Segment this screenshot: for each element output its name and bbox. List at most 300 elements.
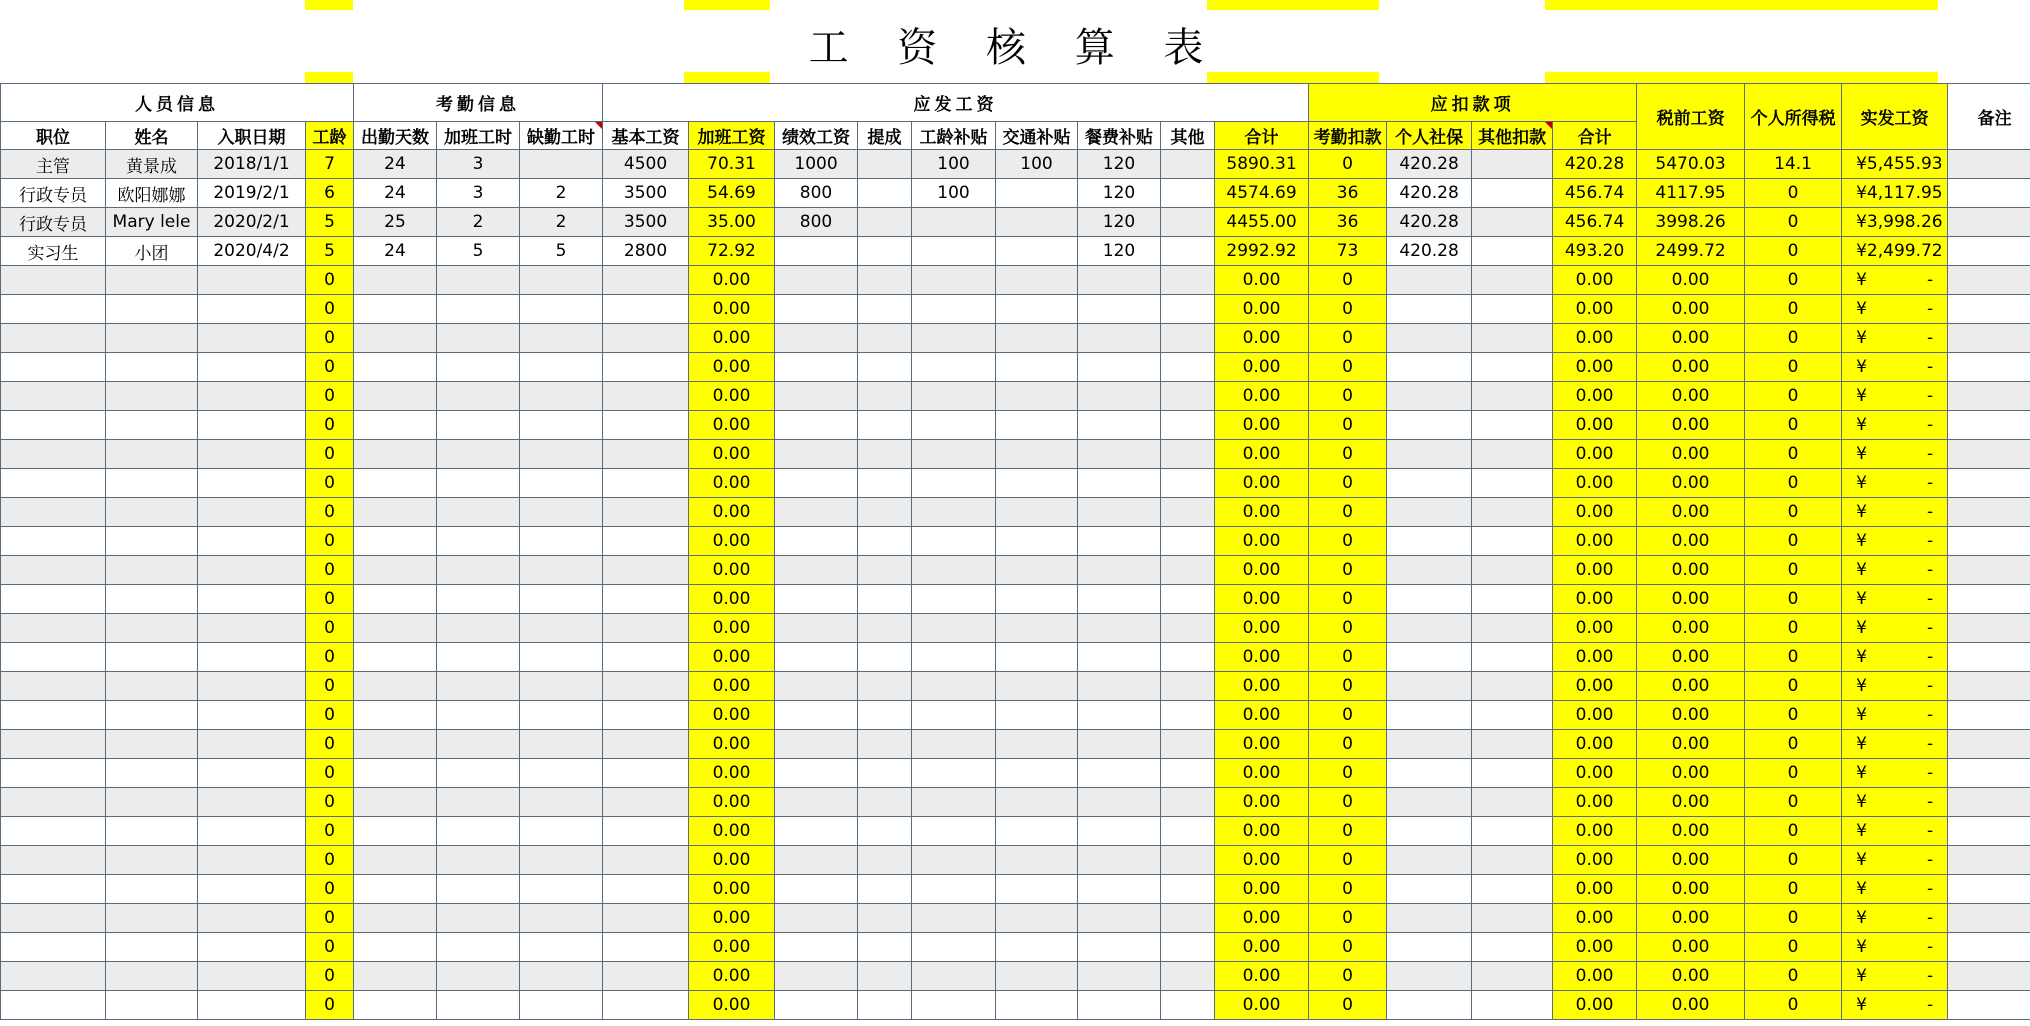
cell-base-salary[interactable] (603, 759, 689, 788)
cell-net[interactable] (1842, 150, 1948, 179)
cell-base-salary[interactable] (603, 585, 689, 614)
cell-seniority-allowance[interactable] (912, 759, 996, 788)
cell-income-tax[interactable]: 0 (1745, 875, 1842, 904)
cell-net[interactable] (1842, 353, 1948, 382)
cell-transport-allowance[interactable] (996, 962, 1078, 991)
cell-performance-pay[interactable] (775, 701, 858, 730)
cell-overtime-hours[interactable] (437, 846, 520, 875)
cell-performance-pay[interactable] (775, 788, 858, 817)
cell-pretax[interactable]: 0.00 (1637, 788, 1745, 817)
cell-attend-days[interactable] (354, 991, 437, 1020)
cell-other-deduction[interactable] (1472, 672, 1553, 701)
cell-absence-hours[interactable] (520, 498, 603, 527)
cell-payable-total[interactable]: 0.00 (1215, 469, 1309, 498)
cell-attendance-deduction[interactable]: 0 (1309, 701, 1387, 730)
cell-attend-days[interactable] (354, 933, 437, 962)
cell-name[interactable] (106, 730, 198, 759)
cell-seniority-allowance[interactable] (912, 237, 996, 266)
cell-seniority-allowance[interactable] (912, 469, 996, 498)
cell-commission[interactable] (858, 150, 912, 179)
cell-position[interactable] (1, 701, 106, 730)
cell-other-deduction[interactable] (1472, 614, 1553, 643)
cell-base-salary[interactable] (603, 556, 689, 585)
cell-seniority[interactable]: 0 (306, 527, 354, 556)
cell-payable-total[interactable]: 0.00 (1215, 556, 1309, 585)
cell-attendance-deduction[interactable]: 0 (1309, 353, 1387, 382)
cell-deduction-total[interactable]: 0.00 (1553, 614, 1637, 643)
cell-seniority-allowance[interactable] (912, 904, 996, 933)
cell-other-deduction[interactable] (1472, 904, 1553, 933)
cell-transport-allowance[interactable] (996, 556, 1078, 585)
cell-pretax[interactable]: 0.00 (1637, 585, 1745, 614)
cell-name[interactable] (106, 788, 198, 817)
cell-remarks[interactable] (1948, 730, 2030, 759)
cell-net[interactable] (1842, 614, 1948, 643)
cell-other[interactable] (1161, 817, 1215, 846)
cell-other-deduction[interactable] (1472, 498, 1553, 527)
cell-transport-allowance[interactable] (996, 382, 1078, 411)
cell-name[interactable]: 黄景成 (106, 150, 198, 179)
cell-commission[interactable] (858, 208, 912, 237)
cell-base-salary[interactable] (603, 614, 689, 643)
cell-name[interactable] (106, 962, 198, 991)
cell-attend-days[interactable] (354, 469, 437, 498)
cell-attendance-deduction[interactable]: 0 (1309, 875, 1387, 904)
cell-deduction-total[interactable]: 0.00 (1553, 875, 1637, 904)
cell-name[interactable] (106, 643, 198, 672)
cell-seniority[interactable]: 0 (306, 643, 354, 672)
cell-payable-total[interactable]: 4574.69 (1215, 179, 1309, 208)
cell-name[interactable] (106, 672, 198, 701)
cell-overtime-pay[interactable]: 35.00 (689, 208, 775, 237)
cell-attendance-deduction[interactable]: 0 (1309, 817, 1387, 846)
cell-overtime-pay[interactable]: 0.00 (689, 904, 775, 933)
cell-overtime-hours[interactable] (437, 962, 520, 991)
cell-name[interactable] (106, 585, 198, 614)
cell-hire-date[interactable] (198, 266, 306, 295)
cell-commission[interactable] (858, 846, 912, 875)
cell-overtime-hours[interactable] (437, 498, 520, 527)
cell-net[interactable] (1842, 585, 1948, 614)
cell-transport-allowance[interactable] (996, 469, 1078, 498)
cell-social-security[interactable] (1387, 991, 1472, 1020)
cell-name[interactable] (106, 817, 198, 846)
cell-transport-allowance[interactable] (996, 672, 1078, 701)
cell-attend-days[interactable] (354, 585, 437, 614)
cell-meal-allowance[interactable] (1078, 788, 1161, 817)
cell-transport-allowance[interactable] (996, 440, 1078, 469)
cell-attend-days[interactable] (354, 962, 437, 991)
cell-position[interactable] (1, 904, 106, 933)
cell-payable-total[interactable]: 4455.00 (1215, 208, 1309, 237)
cell-absence-hours[interactable] (520, 614, 603, 643)
cell-transport-allowance[interactable] (996, 730, 1078, 759)
cell-hire-date[interactable] (198, 730, 306, 759)
cell-hire-date[interactable] (198, 353, 306, 382)
cell-income-tax[interactable]: 0 (1745, 527, 1842, 556)
cell-other[interactable] (1161, 469, 1215, 498)
cell-overtime-pay[interactable]: 0.00 (689, 295, 775, 324)
cell-attend-days[interactable] (354, 411, 437, 440)
cell-attend-days[interactable] (354, 817, 437, 846)
cell-attendance-deduction[interactable]: 0 (1309, 469, 1387, 498)
cell-overtime-pay[interactable]: 70.31 (689, 150, 775, 179)
cell-meal-allowance[interactable]: 120 (1078, 179, 1161, 208)
cell-position[interactable] (1, 875, 106, 904)
cell-absence-hours[interactable] (520, 266, 603, 295)
cell-name[interactable] (106, 701, 198, 730)
cell-social-security[interactable] (1387, 527, 1472, 556)
cell-transport-allowance[interactable] (996, 498, 1078, 527)
cell-seniority[interactable]: 0 (306, 817, 354, 846)
cell-commission[interactable] (858, 324, 912, 353)
cell-seniority[interactable]: 0 (306, 904, 354, 933)
cell-absence-hours[interactable] (520, 991, 603, 1020)
cell-seniority[interactable]: 6 (306, 179, 354, 208)
cell-transport-allowance[interactable] (996, 817, 1078, 846)
cell-name[interactable] (106, 846, 198, 875)
cell-income-tax[interactable]: 0 (1745, 817, 1842, 846)
cell-absence-hours[interactable]: 2 (520, 208, 603, 237)
cell-seniority-allowance[interactable] (912, 701, 996, 730)
cell-overtime-pay[interactable]: 0.00 (689, 353, 775, 382)
cell-meal-allowance[interactable] (1078, 266, 1161, 295)
cell-hire-date[interactable]: 2019/2/1 (198, 179, 306, 208)
cell-income-tax[interactable]: 0 (1745, 846, 1842, 875)
cell-net[interactable] (1842, 759, 1948, 788)
cell-base-salary[interactable] (603, 643, 689, 672)
cell-hire-date[interactable]: 2020/2/1 (198, 208, 306, 237)
cell-seniority-allowance[interactable] (912, 527, 996, 556)
cell-meal-allowance[interactable] (1078, 324, 1161, 353)
cell-name[interactable] (106, 295, 198, 324)
cell-seniority[interactable]: 0 (306, 295, 354, 324)
cell-meal-allowance[interactable] (1078, 817, 1161, 846)
cell-deduction-total[interactable]: 0.00 (1553, 730, 1637, 759)
cell-net[interactable] (1842, 556, 1948, 585)
cell-remarks[interactable] (1948, 904, 2030, 933)
cell-commission[interactable] (858, 266, 912, 295)
cell-deduction-total[interactable]: 0.00 (1553, 498, 1637, 527)
cell-performance-pay[interactable] (775, 382, 858, 411)
cell-overtime-hours[interactable] (437, 324, 520, 353)
cell-deduction-total[interactable]: 0.00 (1553, 933, 1637, 962)
cell-overtime-hours[interactable] (437, 411, 520, 440)
cell-transport-allowance[interactable] (996, 237, 1078, 266)
cell-payable-total[interactable]: 0.00 (1215, 643, 1309, 672)
cell-other-deduction[interactable] (1472, 150, 1553, 179)
cell-meal-allowance[interactable] (1078, 382, 1161, 411)
cell-social-security[interactable] (1387, 295, 1472, 324)
cell-other-deduction[interactable] (1472, 875, 1553, 904)
cell-seniority-allowance[interactable] (912, 498, 996, 527)
cell-meal-allowance[interactable] (1078, 498, 1161, 527)
cell-attend-days[interactable] (354, 904, 437, 933)
cell-attend-days[interactable] (354, 266, 437, 295)
cell-base-salary[interactable] (603, 817, 689, 846)
cell-position[interactable] (1, 730, 106, 759)
cell-other-deduction[interactable] (1472, 730, 1553, 759)
cell-income-tax[interactable]: 0 (1745, 788, 1842, 817)
cell-pretax[interactable]: 2499.72 (1637, 237, 1745, 266)
cell-remarks[interactable] (1948, 846, 2030, 875)
cell-attendance-deduction[interactable]: 0 (1309, 324, 1387, 353)
cell-performance-pay[interactable] (775, 556, 858, 585)
cell-absence-hours[interactable] (520, 788, 603, 817)
cell-remarks[interactable] (1948, 962, 2030, 991)
cell-remarks[interactable] (1948, 150, 2030, 179)
cell-other-deduction[interactable] (1472, 469, 1553, 498)
cell-payable-total[interactable]: 0.00 (1215, 440, 1309, 469)
cell-other-deduction[interactable] (1472, 324, 1553, 353)
cell-hire-date[interactable] (198, 411, 306, 440)
cell-overtime-pay[interactable]: 0.00 (689, 411, 775, 440)
cell-performance-pay[interactable] (775, 585, 858, 614)
cell-commission[interactable] (858, 585, 912, 614)
cell-social-security[interactable]: 420.28 (1387, 208, 1472, 237)
cell-pretax[interactable]: 0.00 (1637, 614, 1745, 643)
cell-position[interactable] (1, 353, 106, 382)
cell-other-deduction[interactable] (1472, 643, 1553, 672)
cell-absence-hours[interactable]: 2 (520, 179, 603, 208)
cell-meal-allowance[interactable] (1078, 440, 1161, 469)
cell-other-deduction[interactable] (1472, 411, 1553, 440)
cell-payable-total[interactable]: 0.00 (1215, 324, 1309, 353)
cell-payable-total[interactable]: 0.00 (1215, 614, 1309, 643)
cell-name[interactable] (106, 469, 198, 498)
cell-seniority-allowance[interactable] (912, 382, 996, 411)
cell-meal-allowance[interactable]: 120 (1078, 150, 1161, 179)
cell-attendance-deduction[interactable]: 0 (1309, 150, 1387, 179)
cell-commission[interactable] (858, 411, 912, 440)
cell-pretax[interactable]: 0.00 (1637, 904, 1745, 933)
cell-attend-days[interactable]: 24 (354, 237, 437, 266)
cell-overtime-hours[interactable] (437, 933, 520, 962)
cell-overtime-hours[interactable] (437, 730, 520, 759)
cell-pretax[interactable]: 5470.03 (1637, 150, 1745, 179)
cell-absence-hours[interactable] (520, 469, 603, 498)
cell-income-tax[interactable]: 0 (1745, 643, 1842, 672)
cell-performance-pay[interactable]: 800 (775, 208, 858, 237)
cell-social-security[interactable] (1387, 440, 1472, 469)
cell-hire-date[interactable] (198, 991, 306, 1020)
cell-name[interactable] (106, 498, 198, 527)
cell-hire-date[interactable] (198, 904, 306, 933)
cell-other-deduction[interactable] (1472, 759, 1553, 788)
cell-seniority-allowance[interactable] (912, 440, 996, 469)
cell-base-salary[interactable] (603, 411, 689, 440)
cell-deduction-total[interactable]: 0.00 (1553, 904, 1637, 933)
cell-performance-pay[interactable] (775, 527, 858, 556)
cell-performance-pay[interactable] (775, 614, 858, 643)
cell-commission[interactable] (858, 933, 912, 962)
cell-base-salary[interactable] (603, 266, 689, 295)
cell-payable-total[interactable]: 0.00 (1215, 933, 1309, 962)
cell-payable-total[interactable]: 0.00 (1215, 730, 1309, 759)
cell-remarks[interactable] (1948, 295, 2030, 324)
cell-social-security[interactable] (1387, 353, 1472, 382)
cell-pretax[interactable]: 0.00 (1637, 701, 1745, 730)
cell-other[interactable] (1161, 150, 1215, 179)
cell-other[interactable] (1161, 788, 1215, 817)
cell-overtime-pay[interactable]: 0.00 (689, 440, 775, 469)
cell-base-salary[interactable]: 4500 (603, 150, 689, 179)
cell-other-deduction[interactable] (1472, 556, 1553, 585)
cell-attendance-deduction[interactable]: 0 (1309, 295, 1387, 324)
cell-meal-allowance[interactable] (1078, 730, 1161, 759)
cell-meal-allowance[interactable] (1078, 672, 1161, 701)
cell-other-deduction[interactable] (1472, 353, 1553, 382)
cell-seniority-allowance[interactable]: 100 (912, 179, 996, 208)
cell-pretax[interactable]: 0.00 (1637, 556, 1745, 585)
cell-performance-pay[interactable] (775, 904, 858, 933)
cell-attend-days[interactable] (354, 788, 437, 817)
cell-net[interactable] (1842, 701, 1948, 730)
cell-transport-allowance[interactable] (996, 179, 1078, 208)
cell-income-tax[interactable]: 0 (1745, 962, 1842, 991)
cell-performance-pay[interactable] (775, 237, 858, 266)
cell-seniority[interactable]: 0 (306, 701, 354, 730)
cell-payable-total[interactable]: 5890.31 (1215, 150, 1309, 179)
cell-position[interactable] (1, 788, 106, 817)
cell-base-salary[interactable] (603, 730, 689, 759)
cell-seniority-allowance[interactable] (912, 295, 996, 324)
cell-payable-total[interactable]: 0.00 (1215, 962, 1309, 991)
cell-deduction-total[interactable]: 0.00 (1553, 556, 1637, 585)
cell-pretax[interactable]: 0.00 (1637, 933, 1745, 962)
cell-other-deduction[interactable] (1472, 933, 1553, 962)
cell-remarks[interactable] (1948, 266, 2030, 295)
cell-name[interactable]: Mary lele (106, 208, 198, 237)
cell-seniority-allowance[interactable] (912, 556, 996, 585)
cell-attend-days[interactable] (354, 498, 437, 527)
cell-base-salary[interactable] (603, 701, 689, 730)
cell-performance-pay[interactable] (775, 846, 858, 875)
cell-remarks[interactable] (1948, 411, 2030, 440)
cell-overtime-pay[interactable]: 0.00 (689, 643, 775, 672)
cell-commission[interactable] (858, 556, 912, 585)
cell-name[interactable] (106, 556, 198, 585)
cell-remarks[interactable] (1948, 672, 2030, 701)
cell-other-deduction[interactable] (1472, 701, 1553, 730)
cell-commission[interactable] (858, 875, 912, 904)
cell-payable-total[interactable]: 0.00 (1215, 527, 1309, 556)
cell-base-salary[interactable] (603, 933, 689, 962)
cell-payable-total[interactable]: 0.00 (1215, 788, 1309, 817)
cell-position[interactable] (1, 933, 106, 962)
cell-other-deduction[interactable] (1472, 788, 1553, 817)
cell-remarks[interactable] (1948, 643, 2030, 672)
cell-commission[interactable] (858, 817, 912, 846)
cell-hire-date[interactable] (198, 846, 306, 875)
cell-remarks[interactable] (1948, 527, 2030, 556)
cell-net[interactable] (1842, 991, 1948, 1020)
cell-overtime-hours[interactable] (437, 527, 520, 556)
cell-overtime-pay[interactable]: 0.00 (689, 382, 775, 411)
cell-net[interactable] (1842, 382, 1948, 411)
cell-income-tax[interactable]: 0 (1745, 266, 1842, 295)
cell-seniority[interactable]: 0 (306, 991, 354, 1020)
cell-transport-allowance[interactable] (996, 846, 1078, 875)
cell-absence-hours[interactable]: 5 (520, 237, 603, 266)
cell-attendance-deduction[interactable]: 0 (1309, 846, 1387, 875)
cell-income-tax[interactable]: 0 (1745, 585, 1842, 614)
cell-deduction-total[interactable]: 0.00 (1553, 527, 1637, 556)
cell-overtime-pay[interactable]: 0.00 (689, 469, 775, 498)
cell-overtime-hours[interactable] (437, 440, 520, 469)
cell-pretax[interactable]: 0.00 (1637, 382, 1745, 411)
cell-other[interactable] (1161, 672, 1215, 701)
cell-income-tax[interactable]: 0 (1745, 759, 1842, 788)
cell-pretax[interactable]: 0.00 (1637, 875, 1745, 904)
cell-meal-allowance[interactable] (1078, 759, 1161, 788)
cell-overtime-pay[interactable]: 0.00 (689, 672, 775, 701)
cell-other[interactable] (1161, 411, 1215, 440)
cell-seniority[interactable]: 0 (306, 556, 354, 585)
cell-position[interactable] (1, 846, 106, 875)
cell-pretax[interactable]: 0.00 (1637, 991, 1745, 1020)
cell-performance-pay[interactable] (775, 498, 858, 527)
cell-social-security[interactable] (1387, 846, 1472, 875)
cell-commission[interactable] (858, 237, 912, 266)
cell-other-deduction[interactable] (1472, 527, 1553, 556)
cell-position[interactable] (1, 266, 106, 295)
cell-attendance-deduction[interactable]: 0 (1309, 643, 1387, 672)
cell-other-deduction[interactable] (1472, 295, 1553, 324)
cell-hire-date[interactable] (198, 788, 306, 817)
cell-hire-date[interactable] (198, 672, 306, 701)
cell-deduction-total[interactable]: 0.00 (1553, 991, 1637, 1020)
cell-base-salary[interactable] (603, 788, 689, 817)
cell-remarks[interactable] (1948, 759, 2030, 788)
cell-attend-days[interactable] (354, 295, 437, 324)
cell-absence-hours[interactable] (520, 817, 603, 846)
cell-transport-allowance[interactable] (996, 208, 1078, 237)
cell-performance-pay[interactable] (775, 962, 858, 991)
cell-meal-allowance[interactable] (1078, 585, 1161, 614)
cell-overtime-pay[interactable]: 0.00 (689, 527, 775, 556)
cell-deduction-total[interactable]: 0.00 (1553, 440, 1637, 469)
cell-commission[interactable] (858, 614, 912, 643)
cell-position[interactable] (1, 672, 106, 701)
cell-net[interactable] (1842, 179, 1948, 208)
cell-seniority[interactable]: 0 (306, 382, 354, 411)
cell-payable-total[interactable]: 0.00 (1215, 382, 1309, 411)
cell-net[interactable] (1842, 266, 1948, 295)
cell-other-deduction[interactable] (1472, 585, 1553, 614)
cell-position[interactable] (1, 585, 106, 614)
cell-absence-hours[interactable] (520, 962, 603, 991)
cell-other-deduction[interactable] (1472, 991, 1553, 1020)
cell-position[interactable]: 行政专员 (1, 179, 106, 208)
cell-meal-allowance[interactable] (1078, 556, 1161, 585)
cell-overtime-pay[interactable]: 0.00 (689, 498, 775, 527)
cell-hire-date[interactable] (198, 701, 306, 730)
cell-overtime-pay[interactable]: 0.00 (689, 933, 775, 962)
cell-base-salary[interactable] (603, 904, 689, 933)
cell-seniority-allowance[interactable] (912, 208, 996, 237)
cell-social-security[interactable] (1387, 759, 1472, 788)
cell-income-tax[interactable]: 0 (1745, 179, 1842, 208)
cell-overtime-pay[interactable]: 72.92 (689, 237, 775, 266)
cell-meal-allowance[interactable]: 120 (1078, 237, 1161, 266)
cell-attendance-deduction[interactable]: 0 (1309, 730, 1387, 759)
cell-net[interactable] (1842, 788, 1948, 817)
cell-overtime-hours[interactable]: 5 (437, 237, 520, 266)
cell-pretax[interactable]: 0.00 (1637, 846, 1745, 875)
cell-absence-hours[interactable] (520, 875, 603, 904)
cell-social-security[interactable] (1387, 324, 1472, 353)
